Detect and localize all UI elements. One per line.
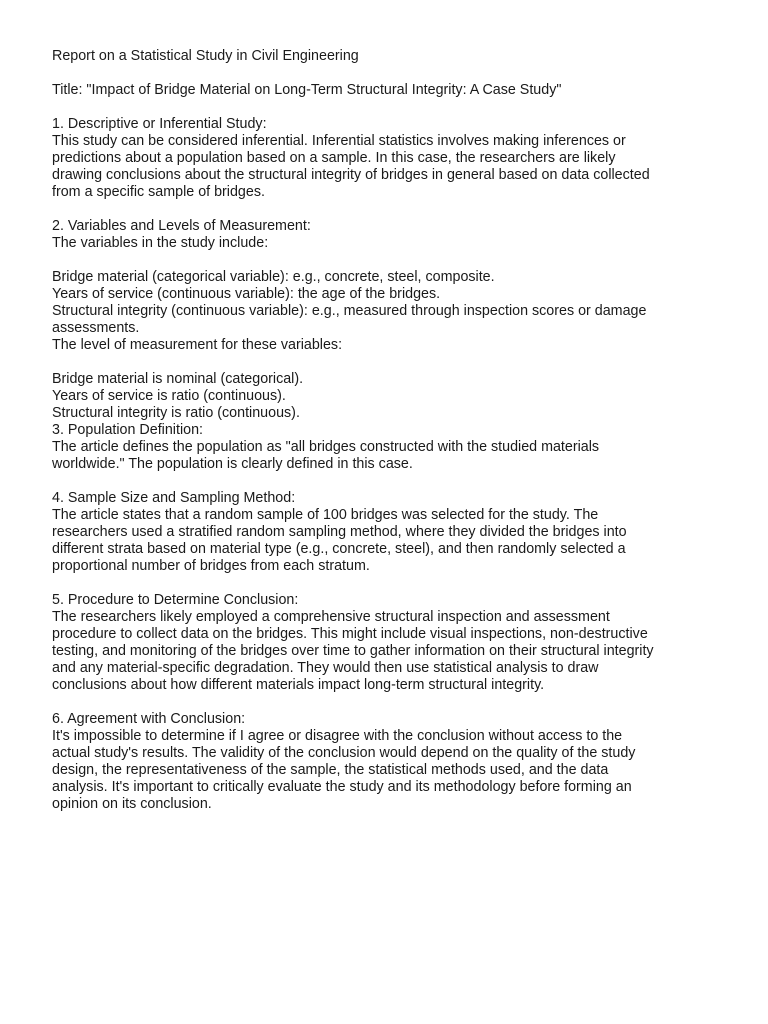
levels-intro: The level of measurement for these variables:	[52, 337, 343, 353]
variable-item: Structural integrity (continuous variable): e.g., measured through inspection scores or damage	[52, 303, 647, 319]
section-5-heading: 5. Procedure to Determine Conclusion:	[52, 592, 299, 608]
section-6-line: It's impossible to determine if I agree or disagree with the conclusion without access to the	[52, 728, 623, 744]
report-title: Title: "Impact of Bridge Material on Long-Term Structural Integrity: A Case Study"	[52, 82, 562, 98]
section-4-line: proportional number of bridges from each stratum.	[52, 558, 370, 574]
section-6-line: analysis. It's important to critically evaluate the study and its methodology before forming an	[52, 779, 632, 795]
section-3-line: worldwide." The population is clearly defined in this case.	[52, 456, 413, 472]
section-5-line: testing, and monitoring of the bridges over time to gather information on their structural integrity	[52, 643, 654, 659]
section-4-line: researchers used a stratified random sampling method, where they divided the bridges into	[52, 524, 627, 540]
report-heading: Report on a Statistical Study in Civil Engineering	[52, 48, 359, 64]
document-page	[52, 48, 724, 813]
section-3-heading: 3. Population Definition:	[52, 422, 204, 438]
spacer	[52, 473, 724, 490]
section-5-line: and any material-specific degradation. They would then use statistical analysis to draw	[52, 660, 599, 676]
level-item: Structural integrity is ratio (continuous).	[52, 405, 300, 421]
section-6-line: opinion on its conclusion.	[52, 796, 212, 812]
variable-item: Years of service (continuous variable): the age of the bridges.	[52, 286, 441, 302]
section-5-line: procedure to collect data on the bridges. This might include visual inspections, non-destructive	[52, 626, 648, 642]
section-5-line: The researchers likely employed a comprehensive structural inspection and assessment	[52, 609, 610, 625]
spacer	[52, 201, 724, 218]
section-6-line: design, the representativeness of the sample, the statistical methods used, and the data	[52, 762, 609, 778]
variable-item: assessments.	[52, 320, 140, 336]
section-4-line: The article states that a random sample of 100 bridges was selected for the study. The	[52, 507, 599, 523]
spacer	[52, 99, 724, 116]
spacer	[52, 694, 724, 711]
section-4-line: different strata based on material type (e.g., concrete, steel), and then randomly selected a	[52, 541, 626, 557]
spacer	[52, 354, 724, 371]
section-1-line: This study can be considered inferential. Inferential statistics involves making inferences or	[52, 133, 626, 149]
section-5-line: conclusions about how different materials impact long-term structural integrity.	[52, 677, 545, 693]
section-6-heading: 6. Agreement with Conclusion:	[52, 711, 246, 727]
section-1-heading: 1. Descriptive or Inferential Study:	[52, 116, 267, 132]
section-2-heading: 2. Variables and Levels of Measurement:	[52, 218, 311, 234]
section-1-line: predictions about a population based on a sample. In this case, the researchers are likely	[52, 150, 616, 166]
section-1-line: from a specific sample of bridges.	[52, 184, 265, 200]
section-4-heading: 4. Sample Size and Sampling Method:	[52, 490, 296, 506]
section-2-intro: The variables in the study include:	[52, 235, 269, 251]
section-3-line: The article defines the population as "all bridges constructed with the studied materials	[52, 439, 600, 455]
level-item: Years of service is ratio (continuous).	[52, 388, 286, 404]
spacer	[52, 252, 724, 269]
variable-item: Bridge material (categorical variable): e.g., concrete, steel, composite.	[52, 269, 495, 285]
section-6-line: actual study's results. The validity of the conclusion would depend on the quality of the study	[52, 745, 636, 761]
spacer	[52, 575, 724, 592]
section-1-line: drawing conclusions about the structural integrity of bridges in general based on data collected	[52, 167, 650, 183]
spacer	[52, 65, 724, 82]
level-item: Bridge material is nominal (categorical).	[52, 371, 304, 387]
